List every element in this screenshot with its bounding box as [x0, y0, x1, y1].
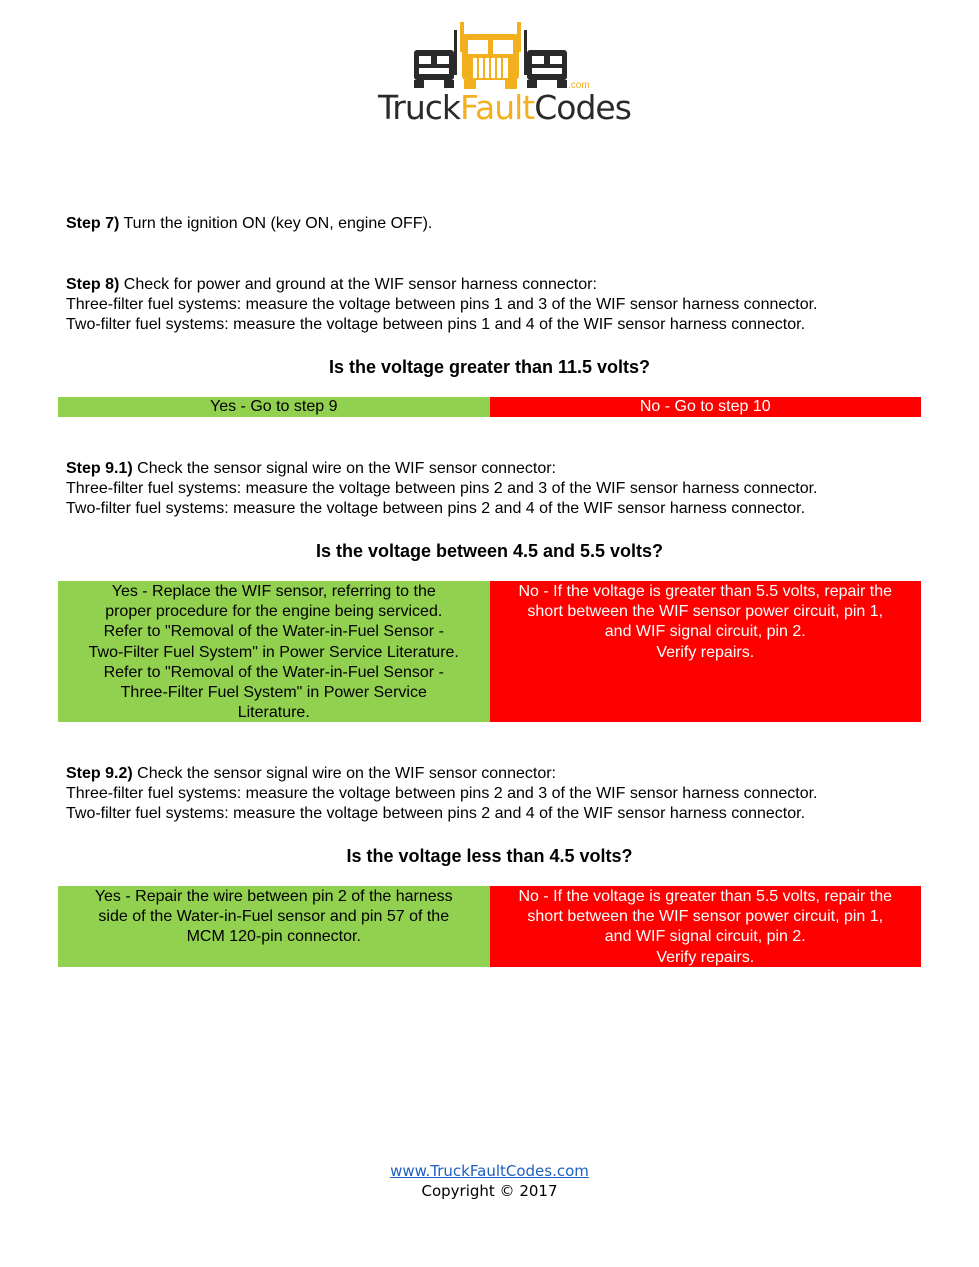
answer-3-no-line: No - If the voltage is greater than 5.5 volts, repair the: [518, 888, 893, 905]
answer-row-1: [58, 397, 921, 417]
answer-row-2: [58, 581, 921, 722]
answer-2-no-line: and WIF signal circuit, pin 2.: [604, 623, 806, 641]
step-8-line2: Three-filter fuel systems: measure the voltage between pins 1 and 3 of the WIF sensor harness connector.: [66, 296, 818, 313]
answer-2-no-line: Verify repairs.: [656, 643, 755, 661]
answer-3-yes: [58, 886, 490, 967]
answer-1-no-line: No - Go to step 10: [639, 398, 771, 415]
answer-2-no-line: No - If the voltage is greater than 5.5 volts, repair the: [518, 583, 893, 600]
footer-website-link[interactable]: www.TruckFaultCodes.com: [390, 1162, 589, 1180]
answer-2-yes: [58, 581, 490, 722]
answer-1-yes-line: Yes - Go to step 9: [210, 398, 338, 415]
question-2: Is the voltage between 4.5 and 5.5 volts?: [315, 541, 664, 561]
answer-2-yes-line: Yes - Replace the WIF sensor, referring to the: [111, 583, 436, 600]
answer-3-yes-line: Yes - Repair the wire between pin 2 of the harness: [94, 888, 453, 905]
answer-2-yes-line: Refer to "Removal of the Water-in-Fuel Sensor -: [103, 623, 444, 641]
answer-2-yes-line: Refer to "Removal of the Water-in-Fuel Sensor -: [103, 663, 444, 681]
answer-2-yes-line: Three-Filter Fuel System" in Power Service: [120, 684, 427, 702]
question-1: Is the voltage greater than 11.5 volts?: [328, 357, 651, 377]
answer-1-yes: [58, 397, 490, 417]
answer-1-no: [490, 397, 922, 417]
step-9-2-text: Check the sensor signal wire on the WIF sensor connector:: [132, 765, 556, 782]
step-8-line3: Two-filter fuel systems: measure the voltage between pins 1 and 4 of the WIF sensor harness connector.: [66, 316, 806, 333]
logo-com-text: .com: [568, 80, 590, 91]
logo-word-truck: Truck: [378, 88, 461, 127]
step-9-2-line2: Three-filter fuel systems: measure the voltage between pins 2 and 3 of the WIF sensor harness connector.: [66, 785, 818, 802]
step-8-text: Check for power and ground at the WIF sensor harness connector:: [119, 276, 597, 293]
answer-3-no: [490, 886, 922, 967]
step-9-2-line3: Two-filter fuel systems: measure the voltage between pins 2 and 4 of the WIF sensor harness connector.: [66, 805, 806, 822]
truckfaultcodes-logo: [378, 20, 631, 130]
answer-2-yes-line: Literature.: [237, 704, 310, 722]
step-8: [66, 275, 818, 335]
step-9-1-line1: [66, 459, 818, 479]
step-7-label: Step 7): [66, 215, 120, 232]
footer: [0, 1161, 979, 1201]
answer-2-no-line: short between the WIF sensor power circuit, pin 1,: [527, 603, 884, 621]
answer-3-no-line: and WIF signal circuit, pin 2.: [604, 928, 806, 946]
step-9-1-label: Step 9.1): [66, 460, 133, 477]
answer-row-3: [58, 886, 921, 967]
answer-3-no-line: short between the WIF sensor power circuit, pin 1,: [527, 908, 884, 926]
answer-3-yes-line: MCM 120-pin connector.: [186, 928, 361, 946]
answer-2-no: [490, 581, 922, 722]
answer-3-no-line: Verify repairs.: [656, 948, 755, 966]
answer-2-yes-line: proper procedure for the engine being serviced.: [105, 603, 443, 621]
question-3: Is the voltage less than 4.5 volts?: [346, 846, 633, 866]
step-9-1-text: Check the sensor signal wire on the WIF sensor connector:: [132, 460, 556, 477]
step-9-1: [66, 459, 818, 519]
step-8-line1: [66, 275, 818, 295]
step-7: [66, 214, 432, 234]
logo-wordmark: [378, 88, 631, 128]
answer-3-yes-line: side of the Water-in-Fuel sensor and pin 57 of the: [98, 908, 450, 926]
step-8-label: Step 8): [66, 276, 120, 293]
step-9-1-line2: Three-filter fuel systems: measure the voltage between pins 2 and 3 of the WIF sensor harness connector.: [66, 480, 818, 497]
step-7-text: Turn the ignition ON (key ON, engine OFF).: [119, 215, 433, 232]
answer-2-yes-line: Two-Filter Fuel System" in Power Service Literature.: [88, 643, 459, 661]
step-9-2-line1: [66, 764, 818, 784]
logo-word-fault: Fault: [460, 88, 535, 127]
step-9-2-label: Step 9.2): [66, 765, 133, 782]
footer-copyright: Copyright © 2017: [421, 1182, 558, 1200]
step-9-1-line3: Two-filter fuel systems: measure the voltage between pins 2 and 4 of the WIF sensor harness connector.: [66, 500, 806, 517]
step-9-2: [66, 764, 818, 824]
logo-word-codes: Codes: [534, 88, 631, 127]
